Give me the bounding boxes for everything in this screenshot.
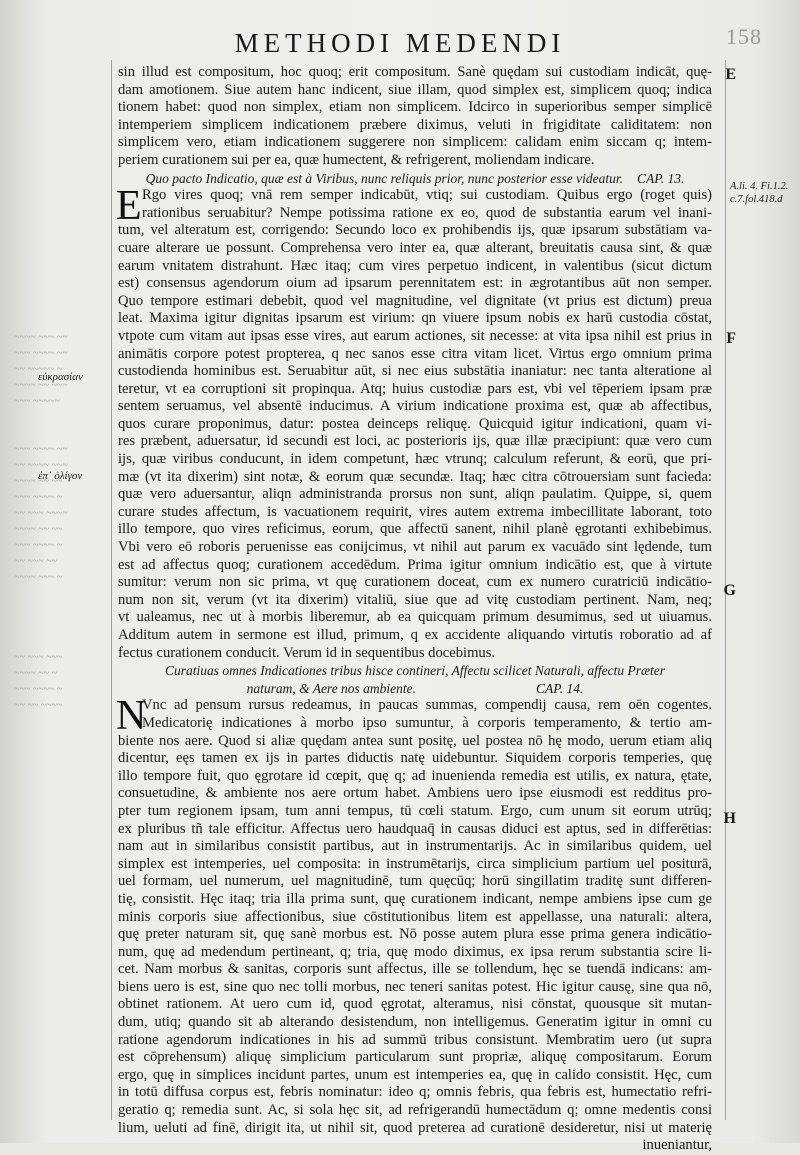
drop-capital: N <box>116 693 147 740</box>
text-line: quę preter naturam sit, quę sanè morbus est. Nō posse autem plura esse prima genera indicātio- <box>118 926 712 943</box>
marginal-reference-line: A.li. 4. Fi.1.2. <box>730 181 789 192</box>
paragraph-continuation <box>118 64 712 170</box>
text-line: custodienda hominibus est. Seruabitur aūt, si nec eius substātia inaniatur: nec tanta alteratione al <box>118 363 712 380</box>
chapter-heading-text: naturam, & Aere nos ambiente. <box>246 680 417 696</box>
chapter-heading <box>118 662 712 680</box>
text-line: dicentur, eęs tamen ex ijs in partes diductis natę uidebuntur. Siquidem corporis temperies, quę <box>118 750 712 767</box>
text-line: est ad affectus quoq; curationem accedēdum. Prima igitur omnium indicātio est, que à virtute <box>118 556 712 573</box>
text-line: dam amotionem. Siue autem hanc indicent, siue illam, quod simplex est, simplicem quoq; indica <box>118 81 712 98</box>
text-line: cuare alterare ue possunt. Comprehensa vero inter ea, quæ alterant, breuitatis causa sint, & quæ <box>118 239 712 256</box>
text-line: animātis corpore potest propterea, q nec sanos esse citra vitam licet. Virtus ergo omnium prima <box>118 345 712 362</box>
text-line: vtpote cum vitam aut ipsas esse vires, aut earum actiones, sit necesse: at vita ipsa nihil est prius in <box>118 327 712 344</box>
section-letter-f: F <box>726 330 736 347</box>
text-line: earum vnitatem distrahunt. Hæc itaq; cum vires perpetuo indicent, in valentibus (sicut dictum <box>118 257 712 274</box>
text-line: Rgo vires quoq; vnā rem semper indicabūt, vtiq; sui custodiam. Quibus ergo (roget quis) <box>142 187 712 204</box>
section-letter-e: E <box>725 66 736 83</box>
text-line: uel formam, uel numerum, uel magnitudinē, tum quęcūq; horū singillatim traditę sunt differen- <box>118 873 712 890</box>
text-line: dum, utiq; quando sit ab alterando desistendum, non intelligemus. Generatim igitur in omni cu <box>118 1014 712 1031</box>
text-block <box>118 64 712 1155</box>
chapter-heading-text: Curatiuas omnes Indicationes tribus hisce contineri, Affectu scilicet Naturali, affectu Præter <box>165 663 665 679</box>
page-number: 158 <box>726 24 762 49</box>
show-through-texture: ~~~~ ~~~ ~~ ~~~ ~~~~ ~~ ~~ ~~~~~ ~ ~~~~ ~~ ~~~ ~~~ ~~~~~ ~~~ ~~~~ ~~ ~~ ~~~~ ~~~ ~~~~ ~~ ~~ ~~~ ~~~~ ~ ~~ ~~~ ~~~~ ~~~~ ~~ ~~ ~~~ ~~~~ ~ ~~ ~~~ ~~ ~~~~ ~~~ ~ ~~ ~~~ ~~~ ~~~~ ~~ ~ ~~~ ~~~~ ~ ~~ ~~ ~~~~ <box>14 332 68 711</box>
text-line: simplicem vero, etiam indicationem suggerere non simplicem: calidam enim siccam q; intem- <box>118 134 712 151</box>
text-line: minis corporis siue affectionibus, siue cōstitutionibus litem est appellasse, una naturali: altera, <box>118 908 712 925</box>
text-line: consuetudine, & ambiente nos aere ortum habet. Ambiens uero ipse eiusmodi est redditus pro- <box>118 785 712 802</box>
text-line: vt ualeamus, nec ut à morbis liberemur, ab ea quicquam primum desumimus, sed ut uiuamus. <box>118 609 712 626</box>
text-line: mæ (vt ita dixerim) sint notæ, & eorum quæ secundæ. Itaq; hæc citra cōtrouersiam sunt facieda: <box>118 468 712 485</box>
text-line: quos curare proponimus, datur: postea deinceps reliquę. Quicquid igitur indicationi, quam vi- <box>118 415 712 432</box>
text-line: quæ vero aduersantur, aliqn administranda prorsus non sunt, aliqn paulatim. Quippe, si, quem <box>118 486 712 503</box>
text-line: rationibus seruabitur? Nempe potissima ratione ex eo, quod de substantia earum vel inani- <box>142 204 712 221</box>
text-line: geratio q; remedia sunt. Ac, si sola hęc sit, ad refrigerandū humectādum q; omne medentis consi <box>118 1102 712 1119</box>
text-line: pter tum regionem ipsam, tum anni tempus, tū cœli statum. Ergo, cum unum sit eorum utrūq; <box>118 802 712 819</box>
text-line: lium, ueluti ad finē, dirigit ita, ut nihil sit, quod preterea ad curationē desideretur, nisi ut materię <box>118 1119 712 1136</box>
left-column-rule <box>111 60 112 1120</box>
running-head: METHODI MEDENDI <box>234 28 566 58</box>
text-line: tum, vel alteratum est, corrigendo: Secundo loco ex prohibendis ijs, quæ ipsarum substātiam va- <box>118 222 712 239</box>
text-line: Vnc ad pensum rursus redeamus, in paucas summas, compendij causa, rem oēn cogentes. <box>142 697 712 714</box>
text-line: Additum autem in sermone est illud, primum, q ex accidente aliquando virtutis roboratio ad af <box>118 627 712 643</box>
text-line: sumitur: verum non sic prima, vt quę curationem doceat, cum ex numero curatriciū indicātio- <box>118 574 712 591</box>
text-line: ratione agendorum indicationes in his ad summū tribus consistunt. Membratim uero (ut supra <box>118 1031 712 1048</box>
chapter-heading <box>118 170 712 188</box>
chapter-heading <box>118 680 712 698</box>
text-line: leat. Maxima igitur dignitas ipsarum est virium: qn viuere ipsum nobis ex harū custodia cōstat, <box>118 310 712 327</box>
text-line: tię, consistit. Hęc itaq; tria illa prima sunt, quę curationem indicant, nempe ambiens ipse cum ge <box>118 890 712 907</box>
text-line: res præbent, aduersatur, id secundi est loci, ac posterioris ijs, quæ illæ præcipiunt: quæ vero cum <box>118 433 712 450</box>
marginal-reference <box>730 180 796 206</box>
text-line: Medicatorię indicationes à morbo ipso sumuntur, à corporis temperamento, & tertio am- <box>142 714 712 731</box>
text-line: in totū diffusa corpus est, febris nominatur: ideo q; omnis febris, qua febris est, humectatio refri- <box>118 1084 712 1101</box>
text-line: illo tempore, quo vires reficimus, eorum, que affectū sanent, nihil planè ęgrotanti exhibebimus. <box>118 521 712 538</box>
marginal-greek-note: ἐπ᾽ ὀλίγον <box>38 470 83 482</box>
catchword: inueniantur, <box>642 1137 712 1154</box>
text-line: ijs, quæ viribus conducunt, in idem competunt, hæc vtrunq; calculum referunt, & eorū, que pri- <box>118 451 712 468</box>
text-line: num non sit, verum (vt ita dixerim) vitaliū, siue que ad vitę custodiam pertinent. Nam, neq; <box>118 591 712 608</box>
text-line: teretur, vt ea corruptioni sit propinqua. Atq; huius custodiæ pars est, vbi vel tēperiem ipsam præ <box>118 380 712 397</box>
text-line: Quo tempore estimari debebit, quod vel magnitudine, vel dignitate (vt prius est dictum) preua <box>118 292 712 309</box>
text-line: periem curationem sui per ea, quæ humectent, & refrigerent, moliendam indicare. <box>118 151 595 168</box>
text-line: ex pluribus tñ tale efficitur. Affectus uero haudquaq̄ in causas diduci est aptus, sed in differētias: <box>118 820 712 837</box>
text-line: sin illud est compositum, hoc quoq; erit compositum. Sanè quędam sui custodiam indicāt, quę- <box>118 64 712 80</box>
text-line: fectus curationem conducit. Verum id in sequentibus docebimus. <box>118 644 496 661</box>
text-line: sentem seruamus, vel absentē inducimus. A virium indicatione proxima est, quæ ab affectibus, <box>118 398 712 415</box>
text-line: nam aut in similaribus consistit partibus, aut in instrumentarijs. Ac in similaribus quidem, uel <box>118 838 712 855</box>
paragraph-chapter-14 <box>116 693 712 1154</box>
text-line: biens uero is est, sine quo nec tolli morbus, nec teneri sanitas potest. Hic igitur causę, sine qua nō, <box>118 978 712 995</box>
text-line: ergo, quę in simplices incidunt partes, unum est intemperies ea, quę in calido consistit. Hęc, cum <box>118 1066 712 1083</box>
chapter-heading-text: Quo pacto Indicatio, quæ est à Viribus, nunc reliquis prior, nunc posterior esse videatur. <box>145 170 623 186</box>
section-letter-g: G <box>723 582 736 599</box>
text-line: cet. Nam morbus & sanitas, corporis sunt affectus, ille se tollendum, hęc se tuendā indicans: am- <box>118 961 712 978</box>
section-letter-h: H <box>723 810 736 827</box>
text-line: simplex est intemperies, uel composita: in instrumētarijs, circa simplicium partium uel positurā, <box>118 855 712 872</box>
paragraph-chapter-13 <box>116 183 712 662</box>
text-line: obtinet rationem. At uero cum id, quod ęgrotat, alteramus, nisi cōnstat, quousque sit mutan- <box>118 996 712 1013</box>
text-line: est) consensus agendorum oium ad ipsarum perennitatem est: in ægrotantibus aūt non semper. <box>118 275 712 292</box>
text-line: Vbi vero eō roboris peruenisse eas conijcimus, vt nihil aut parum ex vacuādo sint lędende, tum <box>118 539 712 556</box>
text-line: biente nos aere. Quod si aliæ quędam antea sunt positę, uel postea nō hę modo, uerum etiam aliq <box>118 732 712 749</box>
chapter-number: CAP. 13. <box>636 170 685 186</box>
marginal-greek-note: εὐκρασίαν <box>38 371 83 383</box>
text-line: est cōprehensum) aliquę simplicium particularum sunt propriæ, aliquę compositarum. Eorum <box>118 1049 712 1066</box>
marginal-reference-line: c.7.fol.418.d <box>730 194 783 205</box>
text-line: illo tempore fuit, quo ęgrotare id cœpit, quę q; ad inuenienda remedia est utilis, ex natura, ętate, <box>118 767 712 784</box>
text-line: intemperiem simplicem indicationem præbere diximus, veluti in frigiditate caliditatem: non <box>118 116 712 133</box>
text-line: tionem habet: quod non simplex, etiam non simplicem. Idcirco in superioribus semper simplicē <box>118 99 712 116</box>
chapter-number: CAP. 14. <box>536 680 584 696</box>
text-line: num, quę ad medendum pertineant, q; tria, quę modo diximus, ex ipsa rerum substantia scire li- <box>118 943 712 960</box>
drop-capital: E <box>116 183 142 230</box>
text-line: curare studes affectum, is vacuationem requirit, vires autem extrema imbecillitate laborant, toto <box>118 503 712 520</box>
